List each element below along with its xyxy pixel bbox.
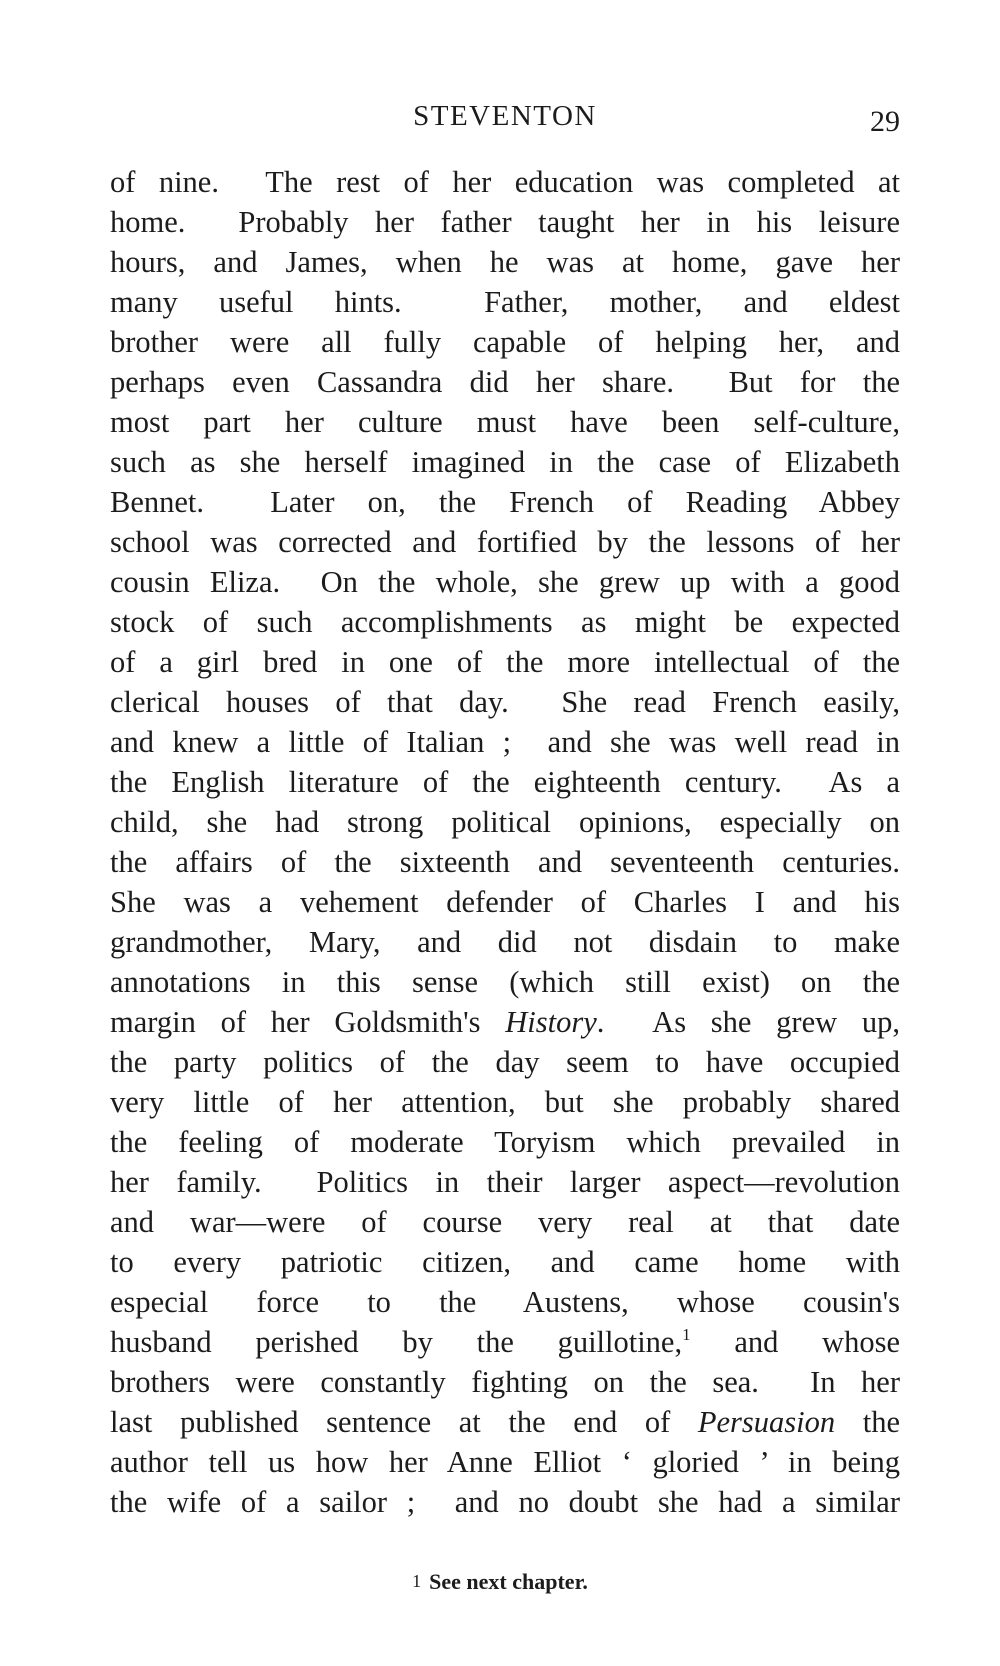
text-line: of nine. The rest of her education was completed at: [110, 165, 900, 199]
text-line: last published sentence at the end of Persuasion the: [110, 1405, 901, 1439]
text-line: She was a vehement defender of Charles I and his: [110, 885, 900, 919]
body-text: [110, 162, 900, 1522]
text-line: the affairs of the sixteenth and seventeenth centuries.: [110, 845, 900, 879]
text-line: especial force to the Austens, whose cousin's: [110, 1285, 900, 1319]
page-number: 29: [870, 105, 900, 138]
text-line: her family. Politics in their larger aspect—revolution: [110, 1165, 900, 1199]
text-line: brother were all fully capable of helping her, and: [110, 325, 900, 359]
text-line: very little of her attention, but she probably shared: [110, 1085, 900, 1119]
text-line: home. Probably her father taught her in his leisure: [110, 205, 900, 239]
text-line: many useful hints. Father, mother, and eldest: [110, 285, 900, 319]
text-line: husband perished by the guillotine,$^1$ and whose: [110, 1325, 900, 1359]
text-line: to every patriotic citizen, and came home with: [110, 1245, 900, 1279]
footnote-marker: 1: [412, 1571, 422, 1591]
footnote-text: See next chapter.: [429, 1569, 588, 1594]
text-line: annotations in this sense (which still exist) on the: [110, 965, 900, 999]
text-line: the feeling of moderate Toryism which prevailed in: [110, 1125, 900, 1159]
text-line: Bennet. Later on, the French of Reading Abbey: [110, 485, 900, 519]
text-line: and knew a little of Italian ; and she was well read in: [110, 725, 900, 759]
text-line: clerical houses of that day. She read French easily,: [110, 685, 900, 719]
text-line: and war—were of course very real at that date: [110, 1205, 900, 1239]
footnote-reference: 1: [682, 1325, 691, 1344]
text-line: school was corrected and fortified by the lessons of her: [110, 525, 900, 559]
text-line: the English literature of the eighteenth century. As a: [110, 765, 900, 799]
text-line: the wife of a sailor ; and no doubt she had a similar: [110, 1485, 900, 1519]
text-line: hours, and James, when he was at home, gave her: [110, 245, 900, 279]
running-head: [110, 96, 900, 136]
text-line: of a girl bred in one of the more intellectual of the: [110, 645, 900, 679]
text-line: child, she had strong political opinions, especially on: [110, 805, 900, 839]
text-line: grandmother, Mary, and did not disdain to make: [110, 925, 900, 959]
text-line: such as she herself imagined in the case of Elizabeth: [110, 445, 900, 479]
running-title: STEVENTON: [413, 100, 597, 132]
text-line: perhaps even Cassandra did her share. But for the: [110, 365, 900, 399]
text-line: margin of her Goldsmith's History. As she grew up,: [110, 1005, 900, 1039]
text-line: author tell us how her Anne Elliot ‘ gloried ’ in being: [110, 1445, 900, 1479]
text-line: the party politics of the day seem to have occupied: [110, 1045, 900, 1079]
text-line: brothers were constantly fighting on the sea. In her: [110, 1365, 900, 1399]
book-title-persuasion: Persuasion: [697, 1405, 836, 1439]
text-line: stock of such accomplishments as might be expected: [110, 605, 900, 639]
book-title-history: History: [505, 1005, 597, 1039]
text-line: cousin Eliza. On the whole, she grew up with a good: [110, 565, 900, 599]
text-line: most part her culture must have been self-culture,: [110, 405, 900, 439]
footnote: [0, 1565, 1000, 1598]
